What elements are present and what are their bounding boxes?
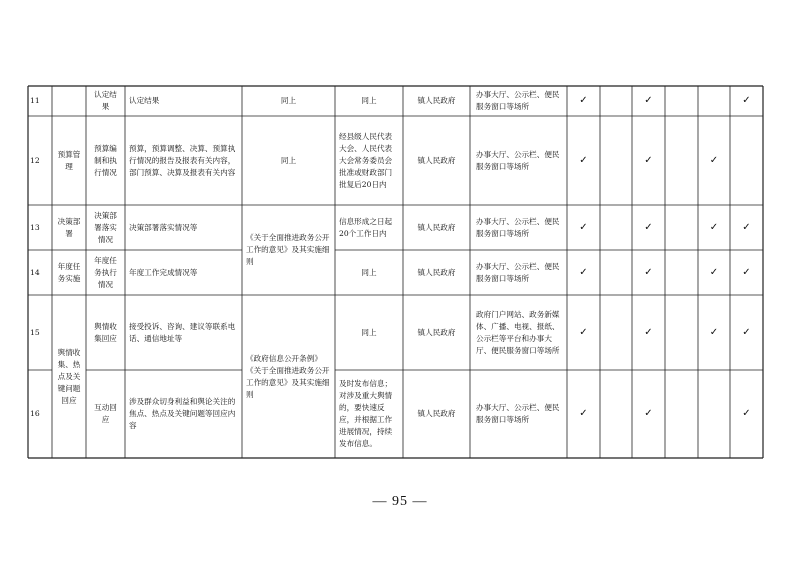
row-15-check-3-text: ✓: [644, 326, 653, 338]
row-12-number-text: 12: [30, 155, 40, 165]
row-16-item-text: 互动回应: [94, 403, 117, 424]
row-13-check-3-text: ✓: [644, 221, 653, 233]
row-14-channel: [476, 251, 561, 294]
row-11-subject-text: 镇人民政府: [417, 96, 456, 105]
row-16-content: [129, 371, 238, 457]
row-13-category-text: 决策部署: [57, 216, 81, 238]
row-11-number-text: 11: [30, 96, 40, 105]
row-15-check-1-text: ✓: [579, 326, 588, 338]
row-14-number: [30, 251, 50, 294]
row-12-check-2: [602, 117, 630, 204]
row-13-category: [56, 206, 82, 249]
row-14-number-text: 14: [30, 267, 40, 277]
row-14-channel-text: 办事大厅、公示栏、便民服务窗口等场所: [476, 261, 560, 283]
row-11-timing-text: 同上: [361, 96, 377, 105]
row-12-check-3: [634, 117, 663, 204]
row-13-check-5-text: ✓: [709, 221, 719, 233]
basis-merged-15-16-text: 《政府信息公开条例》《关于全面推进政务公开工作的意见》及其实施细则: [246, 353, 330, 399]
row-15-check-5: [700, 296, 728, 369]
row-16-check-3: [634, 371, 663, 457]
row-16-check-1-text: ✓: [579, 408, 588, 419]
row-14-check-6-text: ✓: [742, 266, 751, 278]
row-15-number-text: 15: [30, 327, 40, 337]
row-15-check-4: [667, 296, 696, 369]
row-13-check-6: [732, 206, 761, 249]
row-11-content: [129, 87, 238, 115]
row-16-check-2: [602, 371, 630, 457]
row-15-item-text: 舆情收集回应: [94, 321, 117, 343]
category-public-opinion-text: 舆情收集、热点及关键问题回应: [57, 347, 81, 405]
row-13-subject: [405, 206, 468, 249]
row-14-content: [129, 251, 238, 294]
row-13-check-4: [667, 206, 696, 249]
row-14-subject: [405, 251, 468, 294]
row-11-content-text: 认定结果: [129, 96, 160, 105]
row-16-check-4: [667, 371, 696, 457]
row-15-content-text: 接受投诉、咨询、建议等联系电话、通信地址等: [129, 321, 236, 343]
row-12-item-text: 预算编制和执行情况: [94, 143, 117, 177]
row-12-check-1-text: ✓: [579, 154, 588, 166]
row-14-timing-text: 同上: [361, 267, 377, 277]
row-13-check-3: [634, 206, 663, 249]
row-15-check-6: [732, 296, 761, 369]
row-13-check-1: [569, 206, 598, 249]
row-14-item: [91, 251, 120, 294]
row-14-check-4: [667, 251, 696, 294]
row-13-subject-text: 镇人民政府: [417, 222, 456, 232]
row-13-timing: [339, 206, 399, 249]
row-13-check-6-text: ✓: [742, 221, 751, 233]
row-12-timing: [339, 117, 399, 204]
row-12-number: [30, 117, 50, 204]
row-12-subject: [405, 117, 468, 204]
row-12-subject-text: 镇人民政府: [417, 155, 456, 165]
row-16-number-text: 16: [30, 409, 40, 418]
row-12-basis-text: 同上: [280, 155, 297, 165]
row-12-content: [129, 117, 238, 204]
row-11-check-3: [634, 87, 663, 115]
row-12-check-1: [569, 117, 598, 204]
row-16-item: [91, 371, 120, 457]
row-11-channel: [476, 87, 561, 115]
row-16-channel-text: 办事大厅、公示栏、便民服务窗口等场所: [476, 403, 560, 424]
row-16-subject: [405, 371, 468, 457]
row-11-item-text: 认定结果: [94, 90, 117, 111]
row-11-basis: [244, 87, 333, 115]
row-16-channel: [476, 371, 561, 457]
row-11-basis-text: 同上: [280, 96, 297, 105]
row-16-content-text: 涉及群众切身利益和舆论关注的焦点、热点及关键问题等回应内容: [129, 397, 236, 430]
row-16-check-6-text: ✓: [742, 408, 751, 419]
row-15-check-6-text: ✓: [742, 326, 751, 338]
row-12-basis: [244, 117, 333, 204]
row-15-timing: [339, 296, 399, 369]
category-public-opinion: [56, 296, 82, 457]
row-16-check-6: [732, 371, 761, 457]
row-11-check-3-text: ✓: [644, 95, 653, 106]
row-15-number: [30, 296, 50, 369]
row-11-check-2: [602, 87, 630, 115]
row-13-check-5: [700, 206, 728, 249]
row-12-check-6: [732, 117, 761, 204]
row-15-check-3: [634, 296, 663, 369]
row-14-content-text: 年度工作完成情况等: [129, 267, 198, 277]
row-12-category: [56, 117, 82, 204]
row-15-content: [129, 296, 238, 369]
row-11-timing: [339, 87, 399, 115]
row-14-check-1-text: ✓: [579, 266, 588, 278]
row-11-check-1: [569, 87, 598, 115]
row-15-check-5-text: ✓: [709, 326, 719, 338]
row-16-check-5: [700, 371, 728, 457]
row-14-subject-text: 镇人民政府: [417, 267, 456, 277]
row-13-channel: [476, 206, 561, 249]
row-11-number: [30, 87, 50, 115]
basis-merged-13-14: [246, 206, 331, 294]
row-13-check-2: [602, 206, 630, 249]
row-15-subject: [405, 296, 468, 369]
row-14-timing: [339, 251, 399, 294]
row-14-category-text: 年度任务实施: [57, 261, 81, 283]
row-15-subject-text: 镇人民政府: [417, 327, 456, 337]
basis-merged-15-16: [246, 296, 331, 457]
row-15-channel-text: 政府门户网站、政务新媒体、广播、电视、报纸、公示栏等平台和办事大厅、便民服务窗口等场所: [476, 309, 560, 355]
row-15-timing-text: 同上: [361, 327, 377, 337]
row-11-check-4: [667, 87, 696, 115]
row-14-check-6: [732, 251, 761, 294]
row-12-content-text: 预算，预算调整、决算、预算执行情况的报告及报表有关内容，部门预算、决算及报表有关内容: [129, 143, 236, 177]
row-11-item: [91, 87, 120, 115]
row-14-category: [56, 251, 82, 294]
row-11-check-5: [700, 87, 728, 115]
row-11-channel-text: 办事大厅、公示栏、便民服务窗口等场所: [476, 90, 560, 111]
row-12-check-4: [667, 117, 696, 204]
row-15-channel: [476, 296, 561, 369]
row-12-check-3-text: ✓: [644, 154, 653, 166]
row-16-check-1: [569, 371, 598, 457]
row-15-check-1: [569, 296, 598, 369]
row-14-check-2: [602, 251, 630, 294]
row-16-number: [30, 371, 50, 457]
row-11-check-6: [732, 87, 761, 115]
row-15-check-2: [602, 296, 630, 369]
row-16-timing: [339, 371, 399, 457]
row-11-check-6-text: ✓: [742, 95, 751, 106]
row-12-channel-text: 办事大厅、公示栏、便民服务窗口等场所: [476, 149, 560, 171]
row-12-category-text: 预算管理: [57, 149, 81, 171]
row-16-timing-text: 及时发布信息；对涉及重大舆情的，要快速反应，并根据工作进展情况，持续发布信息。: [339, 379, 393, 448]
row-11-subject: [405, 87, 468, 115]
row-14-item-text: 年度任务执行情况: [94, 255, 117, 289]
row-12-channel: [476, 117, 561, 204]
row-12-timing-text: 经县级人民代表大会、人民代表大会常务委员会批准或财政部门批复后20日内: [339, 131, 393, 189]
row-14-check-5-text: ✓: [709, 266, 719, 278]
row-11-check-1-text: ✓: [579, 95, 588, 106]
row-16-check-3-text: ✓: [644, 408, 653, 419]
row-12-check-5: [700, 117, 728, 204]
row-14-check-5: [700, 251, 728, 294]
row-12-check-5-text: ✓: [709, 154, 719, 166]
row-15-item: [91, 296, 120, 369]
basis-merged-13-14-text: 《关于全面推进政务公开工作的意见》及其实施细则: [246, 233, 330, 266]
row-13-channel-text: 办事大厅、公示栏、便民服务窗口等场所: [476, 216, 560, 238]
row-14-check-1: [569, 251, 598, 294]
row-13-content-text: 决策部署落实情况等: [129, 222, 198, 232]
row-13-item-text: 决策部署落实情况: [94, 210, 117, 244]
row-13-number-text: 13: [30, 222, 40, 232]
row-13-number: [30, 206, 50, 249]
row-14-check-3-text: ✓: [644, 266, 653, 278]
row-12-item: [91, 117, 120, 204]
row-14-check-3: [634, 251, 663, 294]
row-13-content: [129, 206, 238, 249]
page-number: — 95 —: [372, 494, 428, 509]
row-13-item: [91, 206, 120, 249]
row-16-subject-text: 镇人民政府: [417, 409, 456, 418]
row-13-check-1-text: ✓: [579, 221, 588, 233]
row-13-timing-text: 信息形成之日起20个工作日内: [339, 216, 393, 238]
